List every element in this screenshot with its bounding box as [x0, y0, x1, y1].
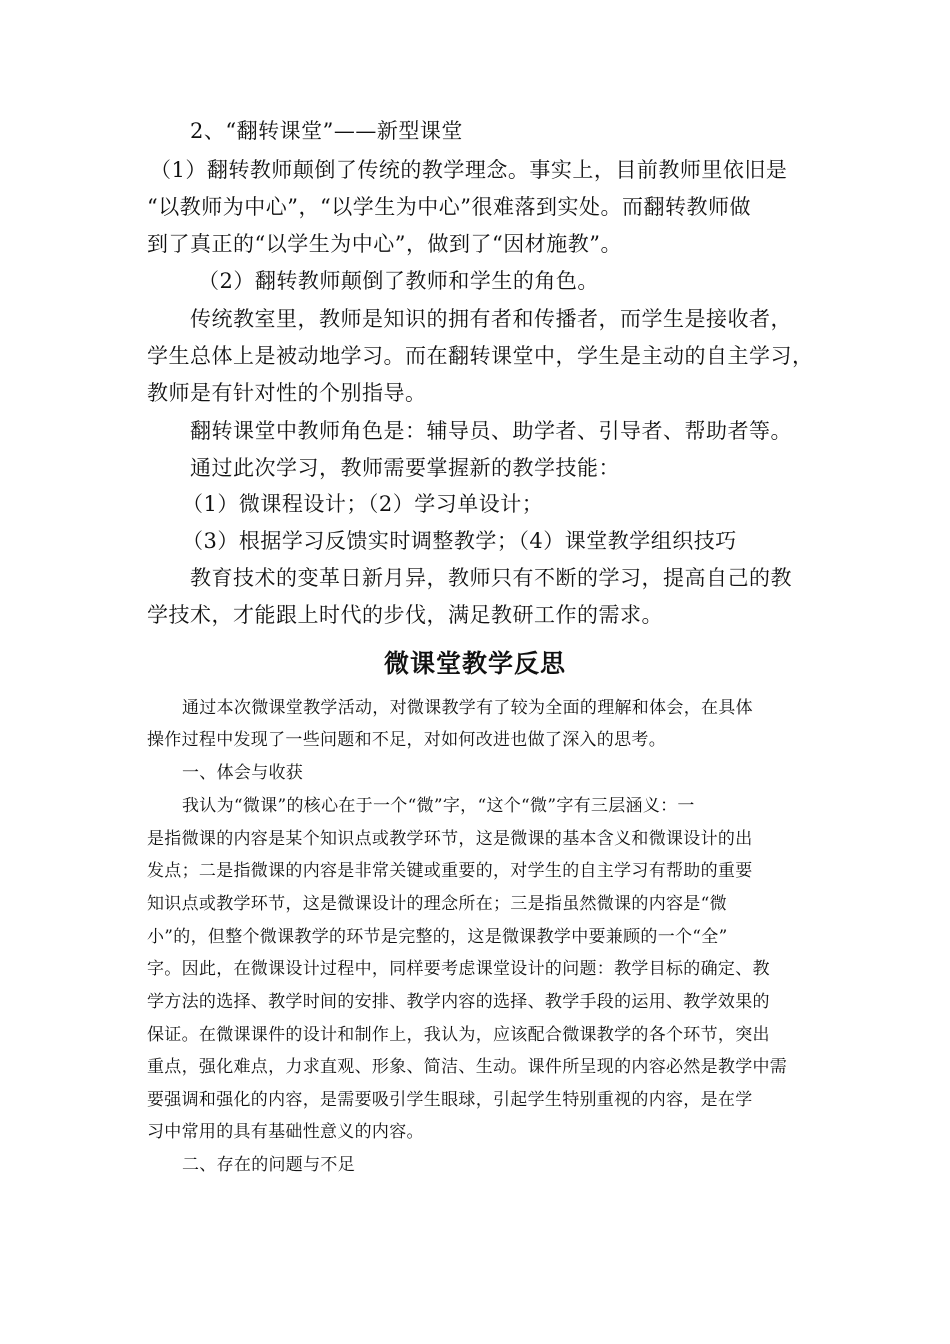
section-heading: 二、存在的问题与不足 [182, 1155, 355, 1175]
paragraph-line: 要强调和强化的内容，是需要吸引学生眼球，引起学生特别重视的内容，是在学 [147, 1090, 753, 1110]
skills-list-line: （1）微课程设计；（2）学习单设计； [182, 492, 544, 516]
paragraph-line: （1）翻转教师颠倒了传统的教学理念。事实上，目前教师里依旧是 [150, 158, 788, 182]
paragraph-line: 我认为“微课”的核心在于一个“微”字，“这个“微”字有三层涵义：一 [182, 796, 695, 816]
skills-list-line: （3）根据学习反馈实时调整教学；（4）课堂教学组织技巧 [182, 529, 737, 553]
paragraph-line: 字。因此，在微课设计过程中，同样要考虑课堂设计的问题：教学目标的确定、教 [147, 959, 770, 979]
paragraph-line: 发点；二是指微课的内容是非常关键或重要的，对学生的自主学习有帮助的重要 [147, 861, 753, 881]
paragraph-line: 学技术，才能跟上时代的步伐，满足教研工作的需求。 [147, 603, 663, 627]
paragraph-line: “以教师为中心”，“以学生为中心”很难落到实处。而翻转教师做 [147, 195, 751, 219]
paragraph-line: 传统教室里，教师是知识的拥有者和传播者，而学生是接收者， [190, 307, 792, 331]
paragraph-line: 到了真正的“以学生为中心”，做到了“因材施教”。 [147, 232, 622, 256]
paragraph-line: 习中常用的具有基础性意义的内容。 [147, 1122, 424, 1142]
paragraph-line: 教育技术的变革日新月异，教师只有不断的学习，提高自己的教 [190, 566, 792, 590]
paragraph-line: 通过此次学习，教师需要掌握新的教学技能： [190, 456, 620, 480]
paragraph-line: 通过本次微课堂教学活动，对微课教学有了较为全面的理解和体会，在具体 [182, 698, 753, 718]
paragraph-line: 重点，强化难点，力求直观、形象、简洁、生动。课件所呈现的内容必然是教学中需 [147, 1057, 788, 1077]
section-heading-flipped-classroom: 2、“翻转课堂”——新型课堂 [190, 119, 463, 143]
paragraph-line: 操作过程中发现了一些问题和不足，对如何改进也做了深入的思考。 [147, 730, 666, 750]
paragraph-line: 翻转课堂中教师角色是：辅导员、助学者、引导者、帮助者等。 [190, 419, 792, 443]
paragraph-line: 保证。在微课课件的设计和制作上，我认为，应该配合微课教学的各个环节，突出 [147, 1025, 770, 1045]
paragraph-line: 学生总体上是被动地学习。而在翻转课堂中，学生是主动的自主学习， [147, 344, 814, 368]
paragraph-line: （2）翻转教师颠倒了教师和学生的角色。 [198, 269, 599, 293]
paragraph-line: 教师是有针对性的个别指导。 [147, 381, 427, 405]
document-title: 微课堂教学反思 [383, 649, 566, 678]
paragraph-line: 知识点或教学环节，这是微课设计的理念所在；三是指虽然微课的内容是“微 [147, 894, 727, 914]
paragraph-line: 学方法的选择、教学时间的安排、教学内容的选择、教学手段的运用、教学效果的 [147, 992, 770, 1012]
section-heading: 一、体会与收获 [182, 763, 304, 783]
paragraph-line: 是指微课的内容是某个知识点或教学环节，这是微课的基本含义和微课设计的出 [147, 829, 753, 849]
paragraph-line: 小”的，但整个微课教学的环节是完整的，这是微课教学中要兼顾的一个“全” [147, 927, 728, 947]
